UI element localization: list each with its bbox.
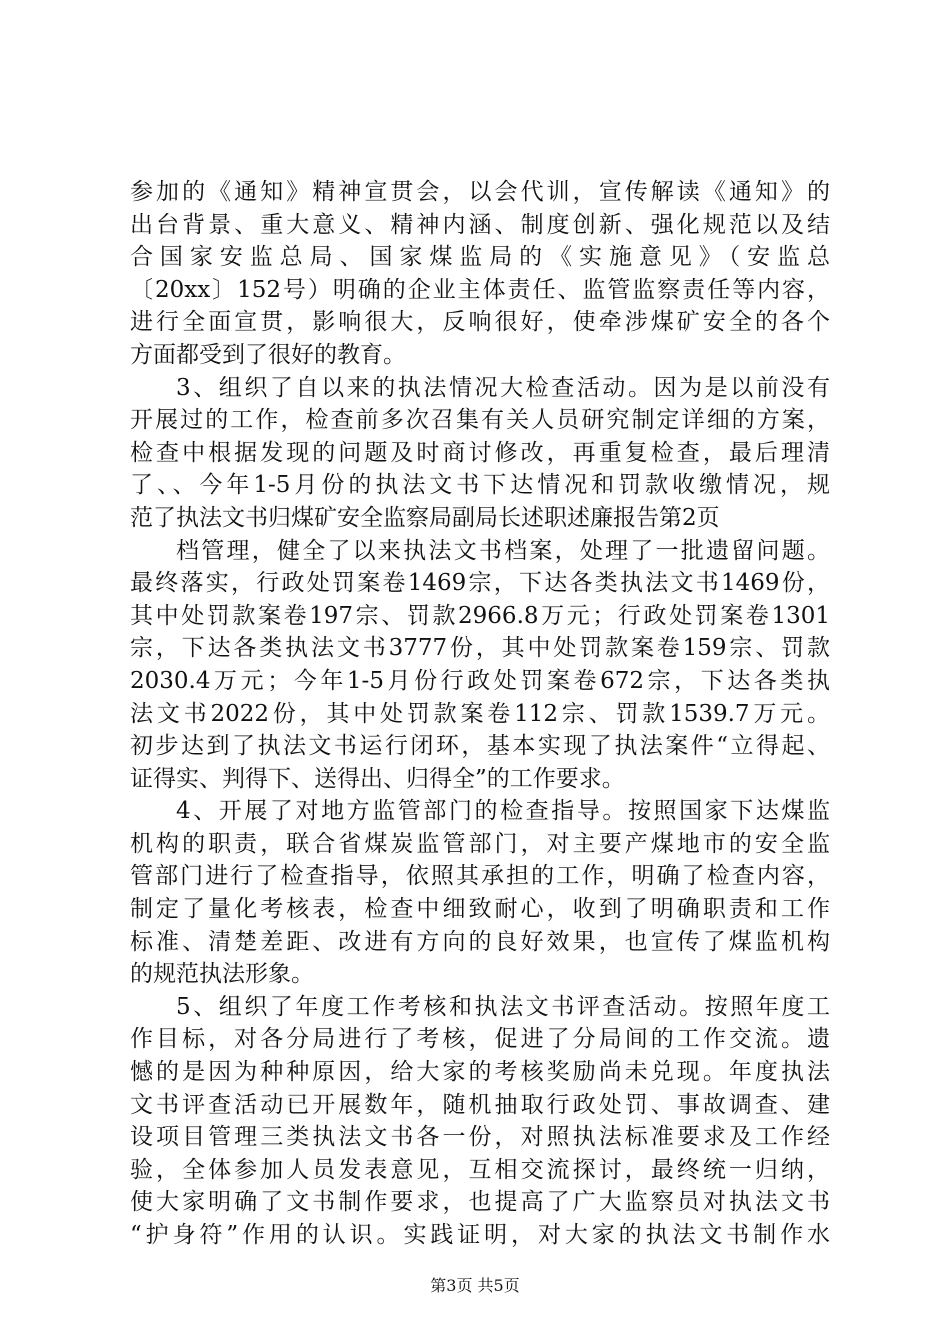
text-line: 最终落实，行政处罚案卷1469宗，下达各类执法文书1469份， bbox=[130, 570, 830, 597]
text-line: 4、开展了对地方监管部门的检查指导。按照国家下达煤监 bbox=[176, 798, 830, 825]
text-line: 设项目管理三类执法文书各一份，对照执法标准要求及工作经 bbox=[130, 1124, 830, 1151]
text-line: 标准、清楚差距、改进有方向的良好效果，也宣传了煤监机构 bbox=[130, 928, 830, 955]
text-line: 3、组织了自以来的执法情况大检查活动。因为是以前没有 bbox=[176, 374, 830, 401]
document-body bbox=[130, 176, 830, 1252]
text-line: 法文书2022份，其中处罚款案卷112宗、罚款1539.7万元。 bbox=[130, 700, 830, 727]
text-line: 开展过的工作，检查前多次召集有关人员研究制定详细的方案， bbox=[130, 407, 830, 434]
text-line: 憾的是因为种种原因，给大家的考核奖励尚未兑现。年度执法 bbox=[130, 1059, 830, 1086]
text-line: 进行全面宣贯，影响很大，反响很好，使牵涉煤矿安全的各个 bbox=[130, 309, 830, 336]
text-line: 的规范执法形象。 bbox=[130, 961, 314, 988]
text-line: 管部门进行了检查指导，依照其承担的工作，明确了检查内容， bbox=[130, 863, 830, 890]
text-line: 证得实、判得下、送得出、归得全”的工作要求。 bbox=[130, 765, 625, 792]
text-line: 宗，下达各类执法文书3777份，其中处罚款案卷159宗、罚款 bbox=[130, 635, 830, 662]
text-line: 了、、今年1-5月份的执法文书下达情况和罚款收缴情况，规 bbox=[130, 472, 830, 499]
text-line: 使大家明确了文书制作要求，也提高了广大监察员对执法文书 bbox=[130, 1189, 830, 1216]
page-footer: 第3页 共5页 bbox=[430, 1276, 520, 1295]
text-line: 5、组织了年度工作考核和执法文书评查活动。按照年度工 bbox=[176, 993, 830, 1020]
text-line: 范了执法文书归煤矿安全监察局副局长述职述廉报告第2页 bbox=[130, 504, 720, 531]
text-line: 〔20xx〕152号）明确的企业主体责任、监管监察责任等内容， bbox=[130, 276, 830, 303]
text-line: 制定了量化考核表，检查中细致耐心，收到了明确职责和工作 bbox=[130, 896, 830, 923]
text-line: 方面都受到了很好的教育。 bbox=[130, 341, 406, 368]
text-line: 检查中根据发现的问题及时商讨修改，再重复检查，最后理清 bbox=[130, 439, 830, 466]
text-line: 2030.4万元；今年1-5月份行政处罚案卷672宗，下达各类执 bbox=[130, 667, 830, 694]
text-line: 参加的《通知》精神宣贯会，以会代训，宣传解读《通知》的 bbox=[130, 179, 830, 205]
text-line: 验，全体参加人员发表意见，互相交流探讨，最终统一归纳， bbox=[130, 1156, 830, 1183]
text-line: 初步达到了执法文书运行闭环，基本实现了执法案件“立得起、 bbox=[130, 733, 830, 760]
text-line: 机构的职责，联合省煤炭监管部门，对主要产煤地市的安全监 bbox=[130, 830, 830, 857]
text-line: 其中处罚款案卷197宗、罚款2966.8万元；行政处罚案卷1301 bbox=[130, 602, 830, 629]
text-line: 作目标，对各分局进行了考核，促进了分局间的工作交流。遗 bbox=[130, 1026, 830, 1053]
text-line: “护身符”作用的认识。实践证明，对大家的执法文书制作水 bbox=[130, 1222, 830, 1248]
text-line: 合国家安监总局、国家煤监局的《实施意见》（安监总 bbox=[130, 244, 830, 271]
text-line: 文书评查活动已开展数年，随机抽取行政处罚、事故调查、建 bbox=[130, 1091, 830, 1118]
text-line: 档管理，健全了以来执法文书档案，处理了一批遗留问题。 bbox=[176, 537, 830, 564]
text-line: 出台背景、重大意义、精神内涵、制度创新、强化规范以及结 bbox=[130, 211, 830, 238]
